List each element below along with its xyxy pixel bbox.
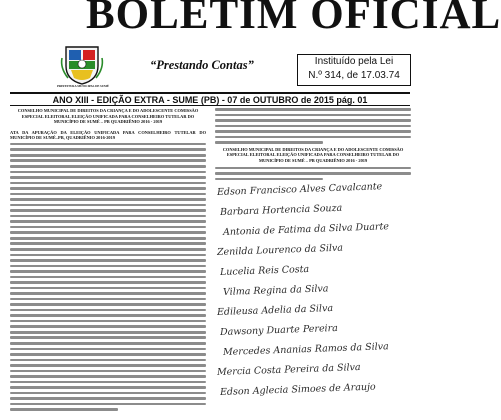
body-text-line [215, 119, 411, 122]
ata-continuation-text [215, 108, 411, 144]
signature [215, 381, 411, 406]
body-text-line [10, 231, 206, 234]
body-text-line [10, 171, 206, 174]
body-text-line [215, 114, 411, 117]
body-text-line [10, 226, 206, 229]
signature-name: Barbara Hortencia Souza [219, 202, 343, 219]
body-text-line [10, 148, 206, 151]
signature-list [215, 181, 411, 406]
body-text-line [10, 309, 206, 312]
signature-name: Mercia Costa Pereira da Silva [216, 362, 361, 379]
body-text-line [215, 108, 411, 111]
body-text-line [215, 125, 411, 128]
ata-title: ATA DA APURAÇÃO DA ELEIÇÃO UNIFICADA PARA CONSELHEIRO TUTELAR DO MUNICÍPIO DE SUMÉ–PB, QUADRIÊNIO 2016-2019 [10, 129, 206, 141]
body-text-line [215, 136, 411, 139]
edition-line: ANO XIII - EDIÇÃO EXTRA - SUME (PB) - 07 de OUTUBRO de 2015 pág. 01 [52, 95, 368, 105]
left-column [10, 108, 206, 414]
body-text-line [10, 154, 206, 157]
signature-name: Mercedes Ananias Ramos da Silva [222, 341, 389, 359]
body-text-line [10, 331, 206, 334]
body-text-line [10, 325, 206, 328]
body-text-line [10, 165, 206, 168]
body-text-line [10, 364, 206, 367]
body-text-line [10, 193, 206, 196]
body-text-line [215, 130, 411, 133]
signature-name: Edson Francisco Alves Cavalcante [216, 181, 383, 199]
signature-name: Zenilda Lourenco da Silva [216, 242, 344, 259]
council-header-right: CONSELHO MUNICIPAL DE DIREITOS DA CRIANÇA E DO ADOLESCENTE COMISSÃO ESPECIAL ELEITORAL ELEIÇÃO UNIFICADA PARA CONSELHEIRO TUTELAR DO MUNICÍPIO DE SUMÉ – PB QUADRIÊNIO 2016 - 2019 [222, 146, 404, 163]
signature-name: Dawsony Duarte Pereira [219, 323, 339, 339]
law-reference-line-1: Instituído pela Lei [314, 56, 394, 67]
signature-preamble-text [215, 167, 411, 181]
body-text-line [215, 167, 411, 170]
body-text-line [10, 287, 206, 290]
body-text-line [10, 375, 206, 378]
law-reference-box [297, 54, 411, 86]
signature-name: Antonia de Fatima da Silva Duarte [222, 221, 390, 239]
body-text-line [10, 265, 206, 268]
signature-name: Vilma Regina da Silva [222, 283, 329, 299]
body-text-line [10, 353, 206, 356]
top-divider [10, 92, 410, 94]
body-text-line [10, 176, 206, 179]
body-text-line [10, 281, 206, 284]
publication-title: BOLETIM OFICIAL [86, 0, 501, 38]
body-text-line [10, 392, 206, 395]
body-text-line [10, 182, 206, 185]
signature-name: Edileusa Adelia da Silva [216, 303, 334, 319]
body-text-line [215, 178, 323, 181]
body-text-line [10, 370, 206, 373]
municipal-coat-of-arms-logo [60, 44, 104, 86]
body-text-line [10, 237, 206, 240]
body-text-line [10, 336, 206, 339]
body-text-line [10, 259, 206, 262]
body-text-line [10, 397, 206, 400]
body-text-line [10, 408, 118, 411]
body-text-line [10, 320, 206, 323]
body-text-line [10, 386, 206, 389]
body-text-line [10, 248, 206, 251]
body-text-line [10, 143, 206, 146]
body-text-line [10, 270, 206, 273]
body-text-line [10, 359, 206, 362]
body-text-line [10, 303, 206, 306]
slogan: “Prestando Contas” [150, 58, 254, 72]
body-text-line [215, 141, 323, 144]
ata-body-text [10, 143, 206, 411]
body-text-line [10, 187, 206, 190]
right-column [215, 108, 411, 406]
body-text-line [10, 276, 206, 279]
body-text-line [10, 381, 206, 384]
body-text-line [10, 159, 206, 162]
masthead [0, 0, 501, 90]
signature [215, 242, 411, 266]
body-text-line [10, 198, 206, 201]
body-text-line [10, 215, 206, 218]
council-header-left: CONSELHO MUNICIPAL DE DIREITOS DA CRIANÇA E DO ADOLESCENTE COMISSÃO ESPECIAL ELEITORAL ELEIÇÃO UNIFICADA PARA CONSELHEIRO TUTELAR DO MUNICÍPIO DE SUMÉ – PB QUADRIÊNIO 2016 - 2019 [17, 108, 199, 125]
body-text-line [10, 209, 206, 212]
body-text-line [215, 172, 411, 175]
body-text-line [10, 292, 206, 295]
body-text-line [10, 254, 206, 257]
edition-divider [10, 105, 410, 106]
logo-caption: PREFEITURA MUNICIPAL DE SUMÉ [57, 84, 109, 88]
body-text-line [10, 314, 206, 317]
signature-name: Edson Aglecia Simoes de Araujo [219, 381, 376, 399]
body-text-line [10, 348, 206, 351]
body-text-line [10, 204, 206, 207]
body-text-line [10, 403, 206, 406]
body-text-line [10, 242, 206, 245]
body-text-line [10, 298, 206, 301]
law-reference-line-2: N.º 314, de 17.03.74 [308, 70, 400, 81]
body-text-line [10, 220, 206, 223]
body-text-line [10, 342, 206, 345]
signature-name: Lucelia Reis Costa [219, 264, 310, 279]
